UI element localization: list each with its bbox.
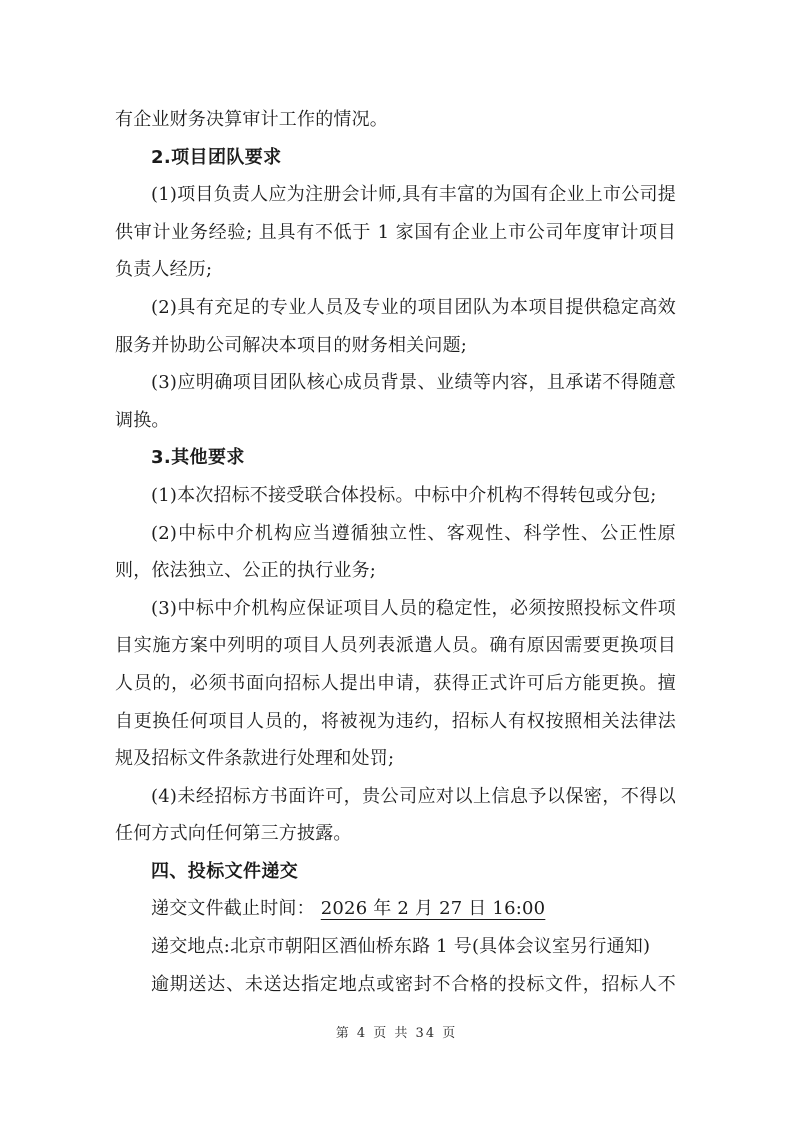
submission-deadline-label: 递交文件截止时间： bbox=[151, 898, 321, 920]
paragraph-other-req-2: (2)中标中介机构应当遵循独立性、客观性、科学性、公正性原则，依法独立、公正的执行业务; bbox=[115, 522, 676, 582]
page-number-footer: 第 4 页 共 34 页 bbox=[335, 1026, 458, 1041]
section-heading-other-requirements: 3.其他要求 bbox=[151, 447, 245, 469]
paragraph-other-req-4: (4)未经招标方书面许可，贵公司应对以上信息予以保密，不得以任何方式向任何第三方披露。 bbox=[115, 785, 676, 845]
submission-deadline-line bbox=[115, 890, 676, 928]
paragraph-late-delivery: 逾期送达、未送达指定地点或密封不合格的投标文件，招标人不 bbox=[151, 973, 676, 995]
paragraph-other-req-1: (1)本次招标不接受联合体投标。中标中介机构不得转包或分包; bbox=[151, 484, 657, 506]
paragraph-continuation: 有企业财务决算审计工作的情况。 bbox=[115, 109, 388, 130]
paragraph-team-req-3: (3)应明确项目团队核心成员背景、业绩等内容，且承诺不得随意调换。 bbox=[115, 372, 676, 431]
section-heading-project-team-requirements: 2.项目团队要求 bbox=[151, 146, 282, 168]
section-heading-bid-submission: 四、投标文件递交 bbox=[151, 860, 299, 882]
paragraph-other-req-3: (3)中标中介机构应保证项目人员的稳定性，必须按照投标文件项目实施方案中列明的项目人员列表派遣人员。确有原因需要更换项目人员的，必须书面向招标人提出申请，获得正式许可后方能更换。擅自更换任何项目人员的，将被视为违约，招标人有权按照相关法律法规及招标文件条款进行处理和处罚; bbox=[115, 597, 676, 770]
paragraph-team-req-1: (1)项目负责人应为注册会计师,具有丰富的为国有企业上市公司提供审计业务经验; 且具有不低于 1 家国有企业上市公司年度审计项目负责人经历; bbox=[115, 184, 676, 281]
document-body bbox=[115, 101, 676, 1003]
paragraph-team-req-2: (2)具有充足的专业人员及专业的项目团队为本项目提供稳定高效服务并协助公司解决本项目的财务相关问题; bbox=[115, 296, 676, 356]
submission-location-line: 递交地点:北京市朝阳区酒仙桥东路 1 号(具体会议室另行通知) bbox=[151, 936, 651, 958]
submission-deadline-value: 2026 年 2 月 27 日 16:00 bbox=[320, 898, 546, 920]
